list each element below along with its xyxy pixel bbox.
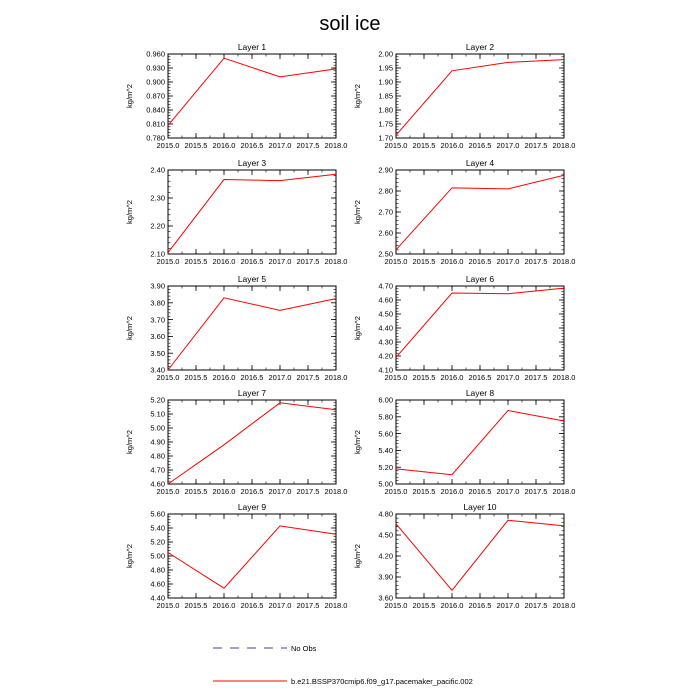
series-line [396,411,564,475]
panel-title: Layer 3 [237,158,267,168]
y-tick-label: 3.60 [378,593,393,603]
x-tick-label: 2017.5 [524,373,548,382]
y-tick-label: 4.60 [378,295,393,305]
y-tick-label: 5.10 [150,409,165,419]
legend [213,644,473,686]
y-tick-label: 0.930 [146,63,165,73]
x-tick-label: 2017.5 [296,487,320,496]
panel-6 [353,274,575,382]
x-tick-label: 2016.5 [468,257,492,266]
y-tick-label: 4.80 [150,565,165,575]
y-tick-label: 2.80 [378,186,393,196]
y-tick-label: 2.40 [150,165,165,175]
x-tick-label: 2018.0 [552,257,576,266]
y-axis-label: kg/m^2 [125,544,134,568]
x-tick-label: 2016.0 [440,487,464,496]
y-tick-label: 4.90 [150,437,165,447]
x-tick-label: 2015.5 [184,487,208,496]
y-tick-label: 4.70 [378,281,393,291]
y-tick-label: 5.60 [150,509,165,519]
x-tick-label: 2016.5 [468,373,492,382]
panel-9 [125,502,347,610]
y-tick-label: 5.00 [378,479,393,489]
legend-label-model: b.e21.BSSP370cmip6.f09_g17.pacemaker_pacific.002 [291,677,473,686]
x-tick-label: 2016.5 [240,487,264,496]
y-tick-label: 0.870 [146,91,165,101]
x-tick-label: 2018.0 [324,373,348,382]
y-tick-label: 5.40 [150,523,165,533]
y-tick-label: 5.00 [150,551,165,561]
x-tick-label: 2015.0 [156,257,180,266]
y-tick-label: 0.900 [146,77,165,87]
y-tick-label: 3.90 [150,281,165,291]
y-tick-label: 1.95 [378,63,393,73]
panel-title: Layer 7 [237,388,267,398]
x-tick-label: 2016.0 [212,601,236,610]
x-tick-label: 2015.0 [384,601,408,610]
series-line [168,403,336,484]
y-axis-label: kg/m^2 [353,316,362,340]
panel-3 [125,158,347,266]
x-tick-label: 2017.5 [524,257,548,266]
y-axis-label: kg/m^2 [353,84,362,108]
x-tick-label: 2015.5 [412,601,436,610]
y-tick-label: 4.30 [378,337,393,347]
series-line [396,288,564,357]
x-tick-label: 2015.0 [384,487,408,496]
x-tick-label: 2016.5 [468,601,492,610]
x-tick-label: 2016.0 [440,373,464,382]
y-axis-label: kg/m^2 [353,544,362,568]
x-tick-label: 2017.5 [296,373,320,382]
plot-frame [396,170,564,254]
y-axis-label: kg/m^2 [353,430,362,454]
x-tick-label: 2016.0 [440,141,464,150]
x-tick-label: 2017.0 [496,487,520,496]
y-tick-label: 0.780 [146,133,165,143]
series-line [396,175,564,250]
x-tick-label: 2017.0 [268,141,292,150]
x-tick-label: 2016.5 [240,601,264,610]
panel-8 [353,388,575,496]
plot-frame [168,54,336,138]
x-tick-label: 2017.5 [524,141,548,150]
y-tick-label: 2.70 [378,207,393,217]
plot-frame [168,286,336,370]
plot-frame [168,170,336,254]
y-tick-label: 4.80 [150,451,165,461]
y-tick-label: 5.60 [378,429,393,439]
panel-title: Layer 6 [465,274,495,284]
y-axis-label: kg/m^2 [125,84,134,108]
panel-title: Layer 4 [465,158,495,168]
panels [125,42,575,610]
y-tick-label: 0.810 [146,119,165,129]
panel-title: Layer 10 [463,502,497,512]
series-line [168,526,336,588]
legend-label-no-obs: No Obs [291,644,317,653]
x-tick-label: 2015.0 [156,601,180,610]
y-tick-label: 1.85 [378,91,393,101]
y-tick-label: 1.70 [378,133,393,143]
x-tick-label: 2016.0 [212,487,236,496]
panel-title: Layer 8 [465,388,495,398]
panel-7 [125,388,347,496]
x-tick-label: 2017.0 [268,257,292,266]
x-tick-label: 2015.5 [412,141,436,150]
x-tick-label: 2018.0 [324,141,348,150]
x-tick-label: 2016.5 [240,257,264,266]
y-tick-label: 1.80 [378,105,393,115]
y-tick-label: 4.60 [150,579,165,589]
figure-title: soil ice [319,13,381,35]
y-tick-label: 5.20 [150,395,165,405]
panel-10 [353,502,575,610]
series-line [168,58,336,125]
y-tick-label: 5.40 [378,446,393,456]
x-tick-label: 2016.5 [240,373,264,382]
x-tick-label: 2015.0 [384,257,408,266]
y-tick-label: 4.50 [378,309,393,319]
x-tick-label: 2016.5 [468,141,492,150]
x-tick-label: 2017.0 [496,601,520,610]
y-tick-label: 3.90 [378,572,393,582]
x-tick-label: 2016.0 [212,141,236,150]
x-tick-label: 2017.0 [496,141,520,150]
y-axis-label: kg/m^2 [125,316,134,340]
x-tick-label: 2017.5 [524,601,548,610]
x-tick-label: 2017.5 [296,141,320,150]
y-tick-label: 4.40 [150,593,165,603]
x-tick-label: 2018.0 [552,601,576,610]
y-tick-label: 2.50 [378,249,393,259]
x-tick-label: 2017.0 [496,373,520,382]
y-tick-label: 4.70 [150,465,165,475]
panel-2 [353,42,575,150]
y-tick-label: 5.00 [150,423,165,433]
x-tick-label: 2017.5 [296,601,320,610]
x-tick-label: 2017.0 [268,601,292,610]
x-tick-label: 2015.0 [156,141,180,150]
panel-title: Layer 2 [465,42,495,52]
x-tick-label: 2015.5 [412,487,436,496]
x-tick-label: 2016.0 [440,601,464,610]
x-tick-label: 2018.0 [324,257,348,266]
x-tick-label: 2018.0 [324,601,348,610]
x-tick-label: 2017.5 [296,257,320,266]
x-tick-label: 2016.5 [468,487,492,496]
panel-title: Layer 5 [237,274,267,284]
y-tick-label: 4.10 [378,365,393,375]
y-tick-label: 1.75 [378,119,393,129]
y-tick-label: 4.80 [378,509,393,519]
x-tick-label: 2017.0 [496,257,520,266]
y-tick-label: 3.60 [150,332,165,342]
y-tick-label: 5.20 [378,462,393,472]
x-tick-label: 2017.0 [268,373,292,382]
y-axis-label: kg/m^2 [353,200,362,224]
y-tick-label: 6.00 [378,395,393,405]
x-tick-label: 2016.0 [440,257,464,266]
x-tick-label: 2015.5 [184,373,208,382]
x-tick-label: 2015.5 [184,601,208,610]
y-tick-label: 2.00 [378,49,393,59]
y-tick-label: 3.40 [150,365,165,375]
series-line [396,520,564,590]
y-tick-label: 0.840 [146,105,165,115]
x-tick-label: 2015.0 [384,373,408,382]
y-tick-label: 5.20 [150,537,165,547]
y-tick-label: 2.30 [150,193,165,203]
panel-1 [125,42,347,150]
series-line [396,60,564,136]
y-tick-label: 2.60 [378,228,393,238]
x-tick-label: 2016.5 [240,141,264,150]
x-tick-label: 2015.5 [184,141,208,150]
y-tick-label: 4.40 [378,323,393,333]
x-tick-label: 2016.0 [212,373,236,382]
y-tick-label: 3.70 [150,315,165,325]
x-tick-label: 2015.5 [412,257,436,266]
series-line [168,298,336,370]
x-tick-label: 2018.0 [552,373,576,382]
x-tick-label: 2015.5 [412,373,436,382]
plot-frame [168,400,336,484]
panel-title: Layer 9 [237,502,267,512]
panel-title: Layer 1 [237,42,267,52]
y-tick-label: 2.10 [150,249,165,259]
y-tick-label: 4.20 [378,551,393,561]
x-tick-label: 2018.0 [552,487,576,496]
y-tick-label: 1.90 [378,77,393,87]
y-tick-label: 5.80 [378,412,393,422]
y-tick-label: 4.20 [378,351,393,361]
x-tick-label: 2018.0 [324,487,348,496]
y-tick-label: 3.50 [150,348,165,358]
x-tick-label: 2017.0 [268,487,292,496]
series-line [168,174,336,252]
y-axis-label: kg/m^2 [125,200,134,224]
y-tick-label: 4.60 [150,479,165,489]
plot-frame [168,514,336,598]
y-axis-label: kg/m^2 [125,430,134,454]
x-tick-label: 2015.0 [384,141,408,150]
x-tick-label: 2018.0 [552,141,576,150]
x-tick-label: 2016.0 [212,257,236,266]
panel-4 [353,158,575,266]
x-tick-label: 2017.5 [524,487,548,496]
x-tick-label: 2015.0 [156,487,180,496]
y-tick-label: 2.90 [378,165,393,175]
panel-5 [125,274,347,382]
y-tick-label: 0.960 [146,49,165,59]
y-tick-label: 4.50 [378,530,393,540]
y-tick-label: 2.20 [150,221,165,231]
x-tick-label: 2015.5 [184,257,208,266]
y-tick-label: 3.80 [150,298,165,308]
x-tick-label: 2015.0 [156,373,180,382]
